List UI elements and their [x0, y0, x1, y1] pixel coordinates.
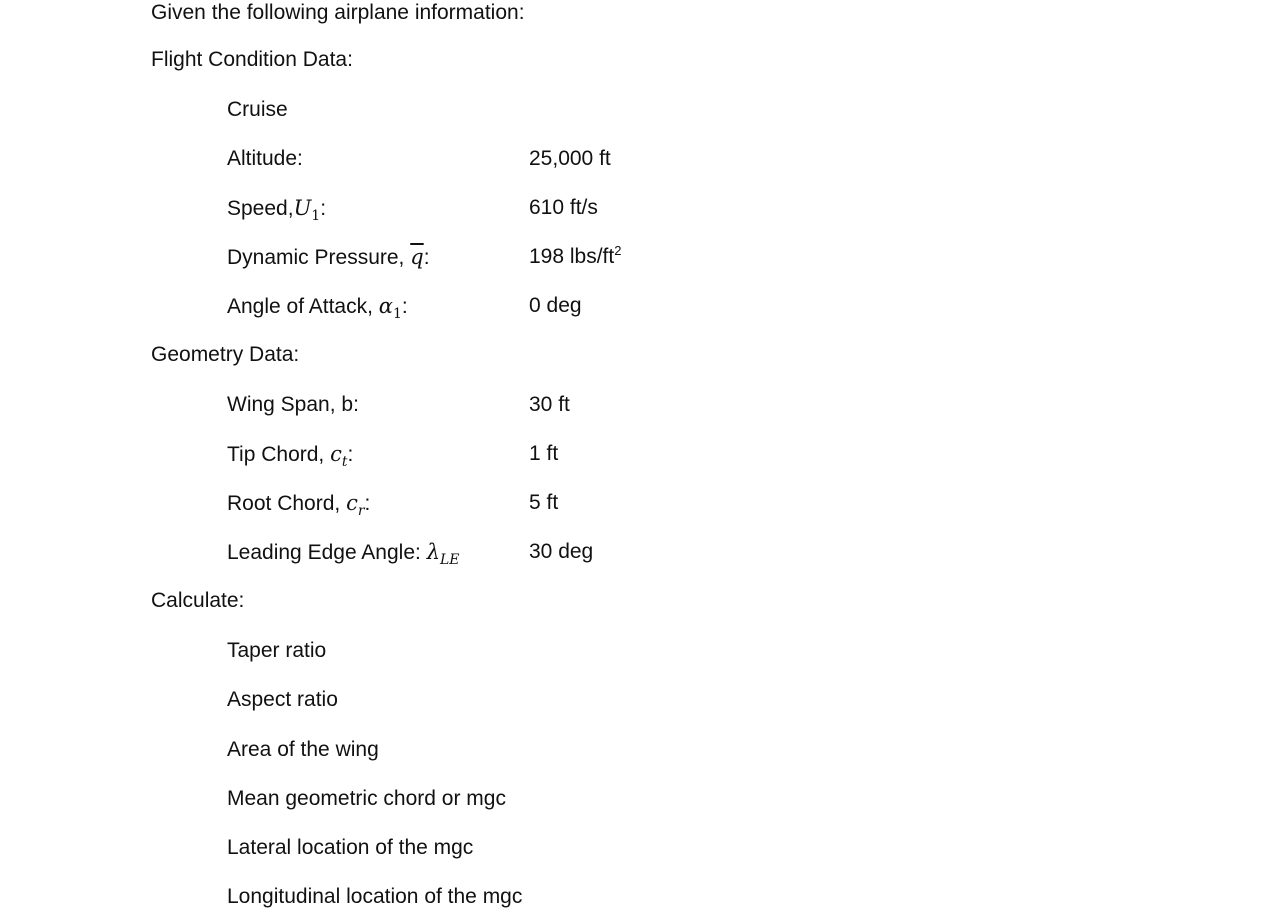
speed-label: $Speed,U_1$: — [227, 196, 327, 224]
tip-chord-value: 1 ft — [529, 442, 559, 465]
angle-of-attack-label: Angle of Attack, $\alpha_1$: — [227, 294, 408, 322]
calc-item-aspect-ratio: Aspect ratio — [227, 688, 338, 711]
calc-item-mgc: Mean geometric chord or mgc — [227, 787, 506, 810]
leading-edge-angle-label: Leading Edge Angle: $\lambda_{LE}$ — [227, 540, 460, 568]
wing-span-label: Wing Span, b: — [227, 393, 359, 416]
angle-of-attack-value: 0 deg — [529, 294, 582, 317]
altitude-value: 25,000 ft — [529, 147, 611, 170]
flight-condition-heading: Flight Condition Data: — [151, 48, 353, 71]
altitude-label: Altitude: — [227, 147, 303, 170]
leading-edge-angle-value: 30 deg — [529, 540, 594, 563]
cruise-subheading: Cruise — [227, 98, 288, 121]
geometry-heading: Geometry Data: — [151, 343, 300, 366]
root-chord-label: Root Chord, $c_r$: — [227, 491, 371, 519]
calculate-heading: Calculate: — [151, 589, 245, 612]
calc-item-wing-area: Area of the wing — [227, 738, 379, 761]
wing-span-value: 30 ft — [529, 393, 570, 416]
calc-item-longitudinal-mgc: Longitudinal location of the mgc — [227, 885, 523, 908]
intro-text: Given the following airplane information: — [151, 1, 525, 24]
dynamic-pressure-value: 198 lbs/$ft^2$ — [529, 243, 622, 268]
tip-chord-label: Tip Chord, $c_t$: — [227, 442, 354, 470]
dynamic-pressure-label: Dynamic Pressure, $\overline{q}$: — [227, 245, 430, 269]
root-chord-value: 5 ft — [529, 491, 559, 514]
speed-value: 610 ft/s — [529, 196, 598, 219]
calc-item-lateral-mgc: Lateral location of the mgc — [227, 836, 474, 859]
calc-item-taper-ratio: Taper ratio — [227, 639, 327, 662]
